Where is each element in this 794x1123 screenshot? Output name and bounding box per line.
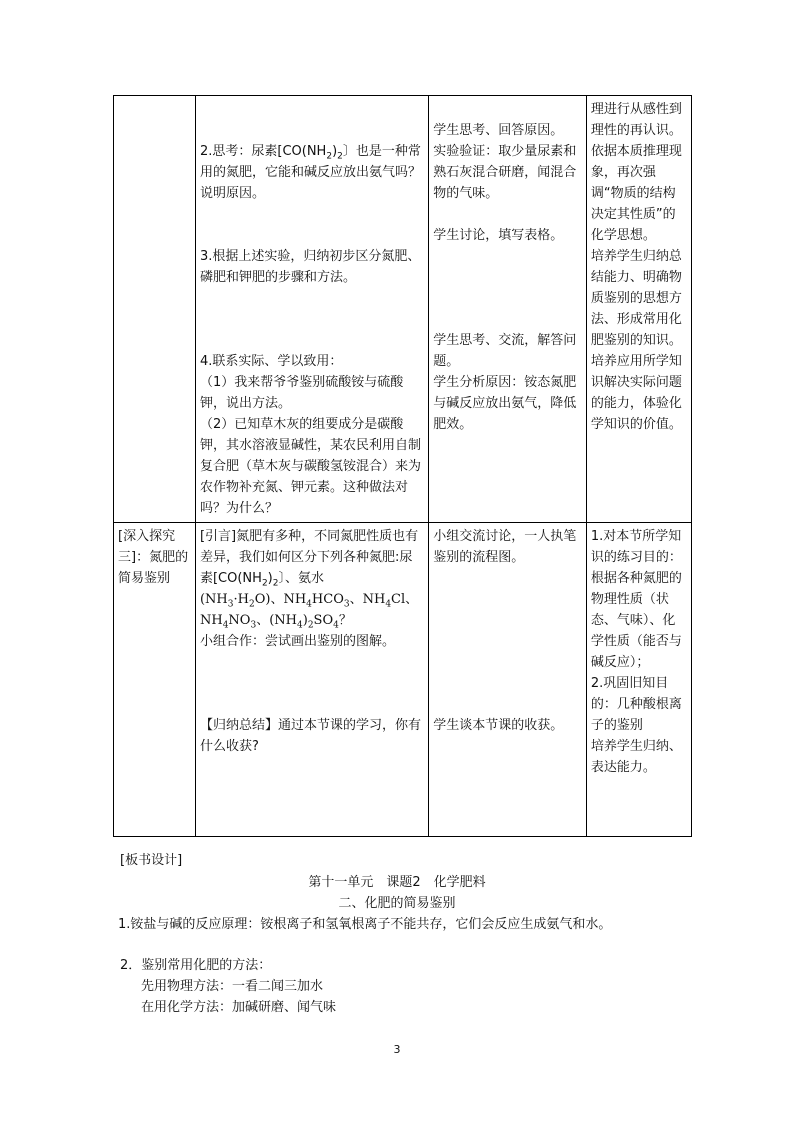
board-line-1: 1.铵盐与碱的反应原理：铵根离子和氢氧根离子不能共存，它们会反应生成氨气和水。	[118, 917, 612, 932]
question-3: 3.根据上述实验，归纳初步区分氮肥、磷肥和钾肥的步骤和方法。	[199, 249, 421, 285]
student-analysis: 学生分析原因：铵态氮肥与碱反应放出氨气，降低肥效。	[433, 375, 577, 432]
design-intent-cell	[586, 96, 691, 523]
summary-tag: 【归纳总结】	[199, 718, 278, 733]
student-discussion: 学生讨论，填写表格。	[433, 228, 564, 243]
group-task: 小组合作：尝试画出鉴别的图解。	[199, 634, 395, 649]
intent-2: 依据本质推理现象，再次强调“物质的结构决定其性质”的化学思想。	[590, 144, 682, 243]
student-answer-1: 学生思考、回答原因。	[433, 123, 564, 138]
student-experiment: 实验验证：取少量尿素和熟石灰混合研磨，闻混合物的气味。	[433, 144, 577, 201]
student-activity-cell	[429, 523, 587, 837]
stage-cell	[114, 96, 196, 523]
intent-1: 理进行从感性到理性的再认识。	[590, 102, 682, 138]
question-2: 2.思考：尿素[$CO(NH_2)_2$〕也是一种常用的氮肥，它能和碱反应放出氨气吗？说明原因。	[199, 144, 421, 201]
student-answer-2: 学生思考、交流，解答问题。	[433, 333, 577, 369]
teacher-activity-cell	[195, 523, 428, 837]
summary-prompt	[200, 715, 424, 757]
page-number: 3	[393, 1043, 401, 1056]
question-4-2: （2）已知草木灰的组要成分是碳酸钾，其水溶液显碱性，某农民利用自制复合肥（草木灰与碳酸氢铵混合）来为农作物补充氮、钾元素。这种做法对吗？为什么？	[199, 417, 421, 516]
intent-5: 1.对本节所学知识的练习目的：根据各种氮肥的物理性质（状态、气味）、化学性质（能否与碱反应）；	[590, 529, 682, 670]
question-4-1: （1）我来帮爷爷鉴别硫酸铵与硫酸钾，说出方法。	[199, 375, 404, 411]
board-subtitle: 二、化肥的简易鉴别	[338, 896, 456, 911]
lesson-table	[113, 95, 692, 837]
student-activity-cell	[429, 96, 587, 523]
stage-label: [深入探究三]：氮肥的简易鉴别	[118, 529, 189, 586]
question-4: 4.联系实际、学以致用：	[199, 354, 343, 369]
intro-text: [引言]氮肥有多种，不同氮肥性质也有差异，我们如何区分下列各种氮肥:尿素[$CO(NH_2)_2$〕、氨水	[199, 529, 419, 589]
summary-text: 通过本节课的学习，你有什么收获?	[199, 718, 421, 754]
intent-6: 2.巩固旧知目的：几种酸根离子的鉴别	[590, 676, 682, 733]
formula-line-1: $(NH_3\cdot H_2O)$、$NH_4HCO_3$、$NH_4Cl$、	[199, 592, 419, 610]
board-line-2: 2．鉴别常用化肥的方法：	[120, 958, 272, 973]
design-intent-cell	[586, 523, 691, 837]
board-line-3: 先用物理方法：一看二闻三加水	[141, 979, 324, 994]
student-group-discussion: 小组交流讨论，一人执笔鉴别的流程图。	[433, 529, 577, 565]
student-summary: 学生谈本节课的收获。	[433, 718, 564, 733]
board-design-label: [板书设计]	[120, 853, 183, 868]
intent-7: 培养学生归纳、表达能力。	[590, 739, 682, 775]
intent-3: 培养学生归纳总结能力、明确物质鉴别的思想方法、形成常用化肥鉴别的知识。	[590, 249, 682, 348]
board-title: 第十一单元 课题2 化学肥料	[308, 875, 486, 890]
stage-cell	[114, 523, 196, 837]
table-row	[114, 96, 692, 523]
board-line-4: 在用化学方法：加碱研磨、闻气味	[141, 1000, 337, 1015]
table-row	[114, 523, 692, 837]
intent-4: 培养应用所学知识解决实际问题的能力，体验化学知识的价值。	[590, 354, 682, 432]
formula-line-2: $NH_4NO_3$、$(NH_4)_2SO_4$？	[199, 613, 352, 631]
teacher-activity-cell	[195, 96, 428, 523]
